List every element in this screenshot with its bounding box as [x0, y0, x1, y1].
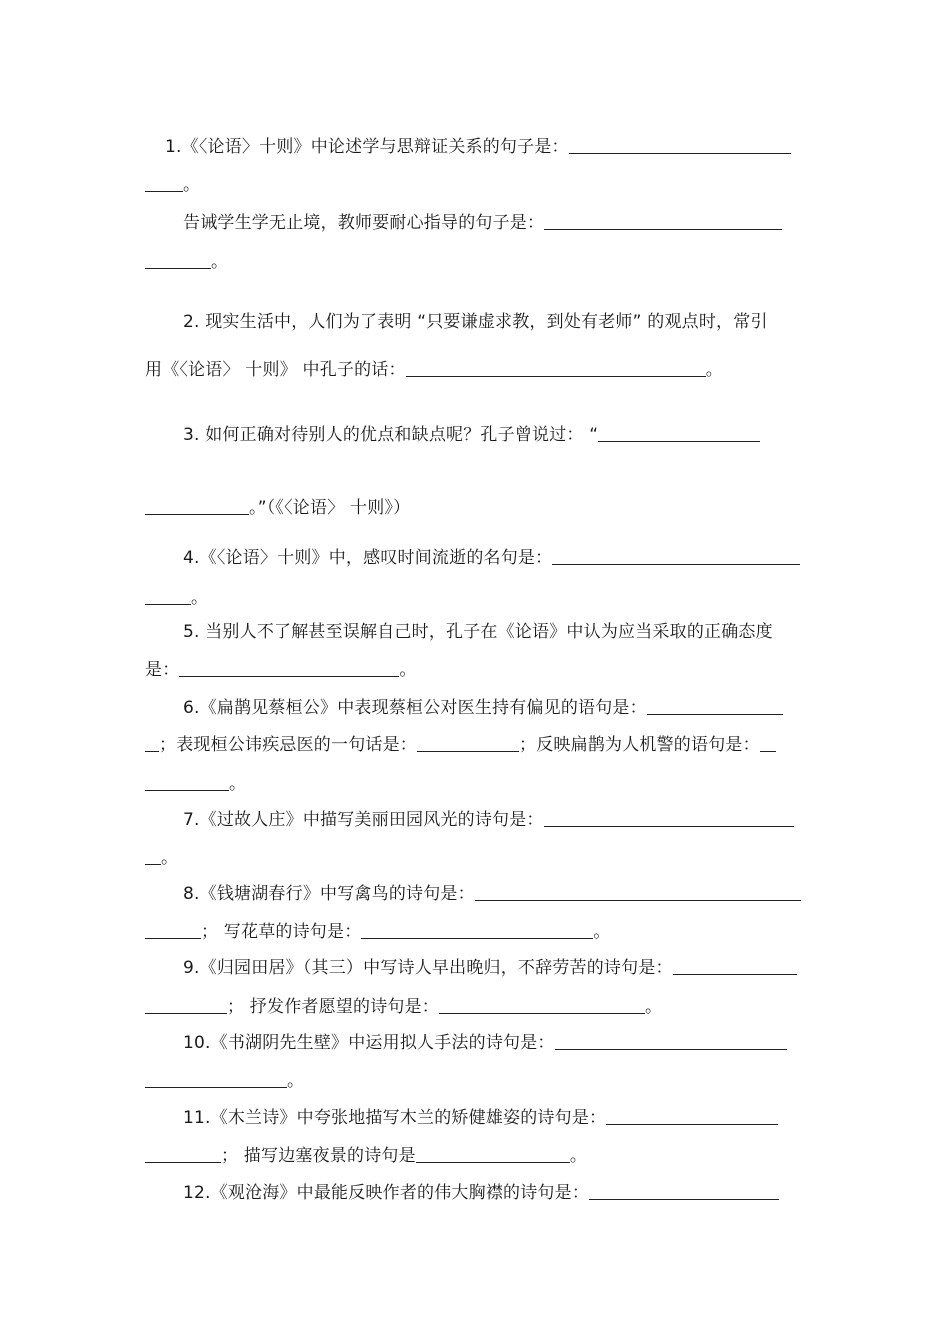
q1-text: 1.《〈论语〉十则》中论述学与思辩证关系的句子是： — [165, 137, 569, 157]
q1-line2 — [145, 170, 817, 200]
q4-text: 4.《〈论语〉十则》中，感叹时间流逝的名句是： — [183, 548, 553, 568]
q6-text-3: ；反映扁鹊为人机警的语句是： — [519, 735, 760, 755]
q3-line2 — [145, 493, 817, 523]
q7-end: 。 — [161, 848, 179, 868]
q6-blank-3-cont[interactable] — [145, 770, 229, 791]
q8-blank-1[interactable] — [475, 880, 801, 901]
q1-end: 。 — [183, 175, 201, 195]
q8-line1 — [145, 879, 817, 909]
q3-line1 — [145, 420, 817, 450]
q5-line2 — [145, 655, 817, 685]
q6-blank-1-cont[interactable] — [145, 731, 159, 752]
q4-line2 — [145, 583, 817, 613]
q11-line2 — [145, 1141, 817, 1171]
q10-text: 10.《书湖阴先生壁》中运用拟人手法的诗句是： — [183, 1033, 555, 1053]
q3-blank-cont[interactable] — [145, 494, 249, 515]
q3-blank[interactable] — [598, 421, 760, 442]
q8-text-2: ； 写花草的诗句是： — [201, 922, 362, 942]
q11-end: 。 — [569, 1146, 588, 1166]
q8-blank-2[interactable] — [361, 918, 593, 939]
q2-end: 。 — [705, 360, 723, 380]
q4-end: 。 — [191, 588, 209, 608]
q2-line1 — [145, 307, 817, 337]
q9-line1 — [145, 953, 817, 983]
q6-text: 6.《扁鹊见蔡桓公》中表现蔡桓公对医生持有偏见的语句是： — [183, 698, 647, 718]
q2-text: 2. 现实生活中，人们为了表明 “只要谦虚求教，到处有老师” 的观点时，常引 — [183, 312, 768, 332]
q9-blank-1[interactable] — [673, 954, 797, 975]
q7-blank-cont[interactable] — [145, 844, 161, 865]
q11-text-2: ； 描写边塞夜景的诗句是 — [221, 1146, 416, 1166]
q6-line1 — [145, 693, 817, 723]
q7-text: 7.《过故人庄》中描写美丽田园风光的诗句是： — [183, 810, 544, 830]
q1-line1 — [145, 132, 817, 162]
q4-blank-cont[interactable] — [145, 584, 191, 605]
q7-blank[interactable] — [544, 806, 794, 827]
q9-line2 — [145, 992, 817, 1022]
q11-blank-1-cont[interactable] — [145, 1142, 221, 1163]
q1-blank-2[interactable] — [544, 209, 782, 230]
q5-blank[interactable] — [179, 656, 399, 677]
q1-line4 — [145, 247, 817, 277]
q1-blank-1-cont[interactable] — [145, 171, 183, 192]
q10-line2 — [145, 1066, 817, 1096]
q5-text-2: 是： — [145, 660, 180, 680]
q10-end: 。 — [287, 1071, 305, 1091]
q2-blank[interactable] — [406, 356, 706, 377]
q9-end: 。 — [645, 997, 663, 1017]
q12-blank[interactable] — [589, 1179, 779, 1200]
q1-line3 — [145, 208, 817, 238]
q8-blank-1-cont[interactable] — [145, 918, 201, 939]
q9-text: 9.《归园田居》（其三）中写诗人早出晚归，不辞劳苦的诗句是： — [183, 958, 673, 978]
q11-line1 — [145, 1103, 817, 1133]
q3-end: 。”（《〈论语〉 十则》） — [249, 498, 411, 518]
q11-text: 11.《木兰诗》中夸张地描写木兰的矫健雄姿的诗句是： — [183, 1108, 607, 1128]
q5-text: 5. 当别人不了解甚至误解自己时，孔子在《论语》中认为应当采取的正确态度 — [183, 622, 773, 642]
q2-line2 — [145, 355, 817, 385]
q6-blank-3[interactable] — [760, 731, 776, 752]
q6-end: 。 — [229, 774, 247, 794]
q2-text-2: 用《〈论语〉 十则》 中孔子的话： — [145, 360, 406, 380]
q1-blank-1[interactable] — [569, 133, 791, 154]
q7-line2 — [145, 843, 817, 873]
q5-line1 — [145, 617, 817, 647]
q8-line2 — [145, 917, 817, 947]
q9-text-2: ； 抒发作者愿望的诗句是： — [227, 997, 440, 1017]
q12-line1 — [145, 1178, 817, 1208]
q10-line1 — [145, 1028, 817, 1058]
q12-text: 12.《观沧海》中最能反映作者的伟大胸襟的诗句是： — [183, 1183, 590, 1203]
q7-line1 — [145, 805, 817, 835]
q8-end: 。 — [593, 922, 611, 942]
q5-end: 。 — [399, 660, 417, 680]
q8-text: 8.《钱塘湖春行》中写禽鸟的诗句是： — [183, 884, 475, 904]
q6-blank-1[interactable] — [647, 694, 783, 715]
q4-blank[interactable] — [552, 544, 800, 565]
q9-blank-2[interactable] — [439, 993, 645, 1014]
q11-blank-2[interactable] — [416, 1142, 570, 1163]
q10-blank-cont[interactable] — [145, 1067, 287, 1088]
q6-line3 — [145, 769, 817, 799]
q4-line1 — [145, 543, 817, 573]
q11-blank-1[interactable] — [606, 1104, 778, 1125]
q1-blank-2-cont[interactable] — [145, 248, 211, 269]
q6-blank-2[interactable] — [417, 731, 519, 752]
q6-text-2: ；表现桓公讳疾忌医的一句话是： — [159, 735, 417, 755]
q1-text-2: 告诫学生学无止境，教师要耐心指导的句子是： — [183, 213, 545, 233]
q10-blank[interactable] — [555, 1029, 787, 1050]
q1-end-2: 。 — [211, 252, 229, 272]
q9-blank-1-cont[interactable] — [145, 993, 227, 1014]
q6-line2 — [145, 730, 817, 760]
q3-text: 3. 如何正确对待别人的优点和缺点呢？孔子曾说过： “ — [183, 425, 599, 445]
